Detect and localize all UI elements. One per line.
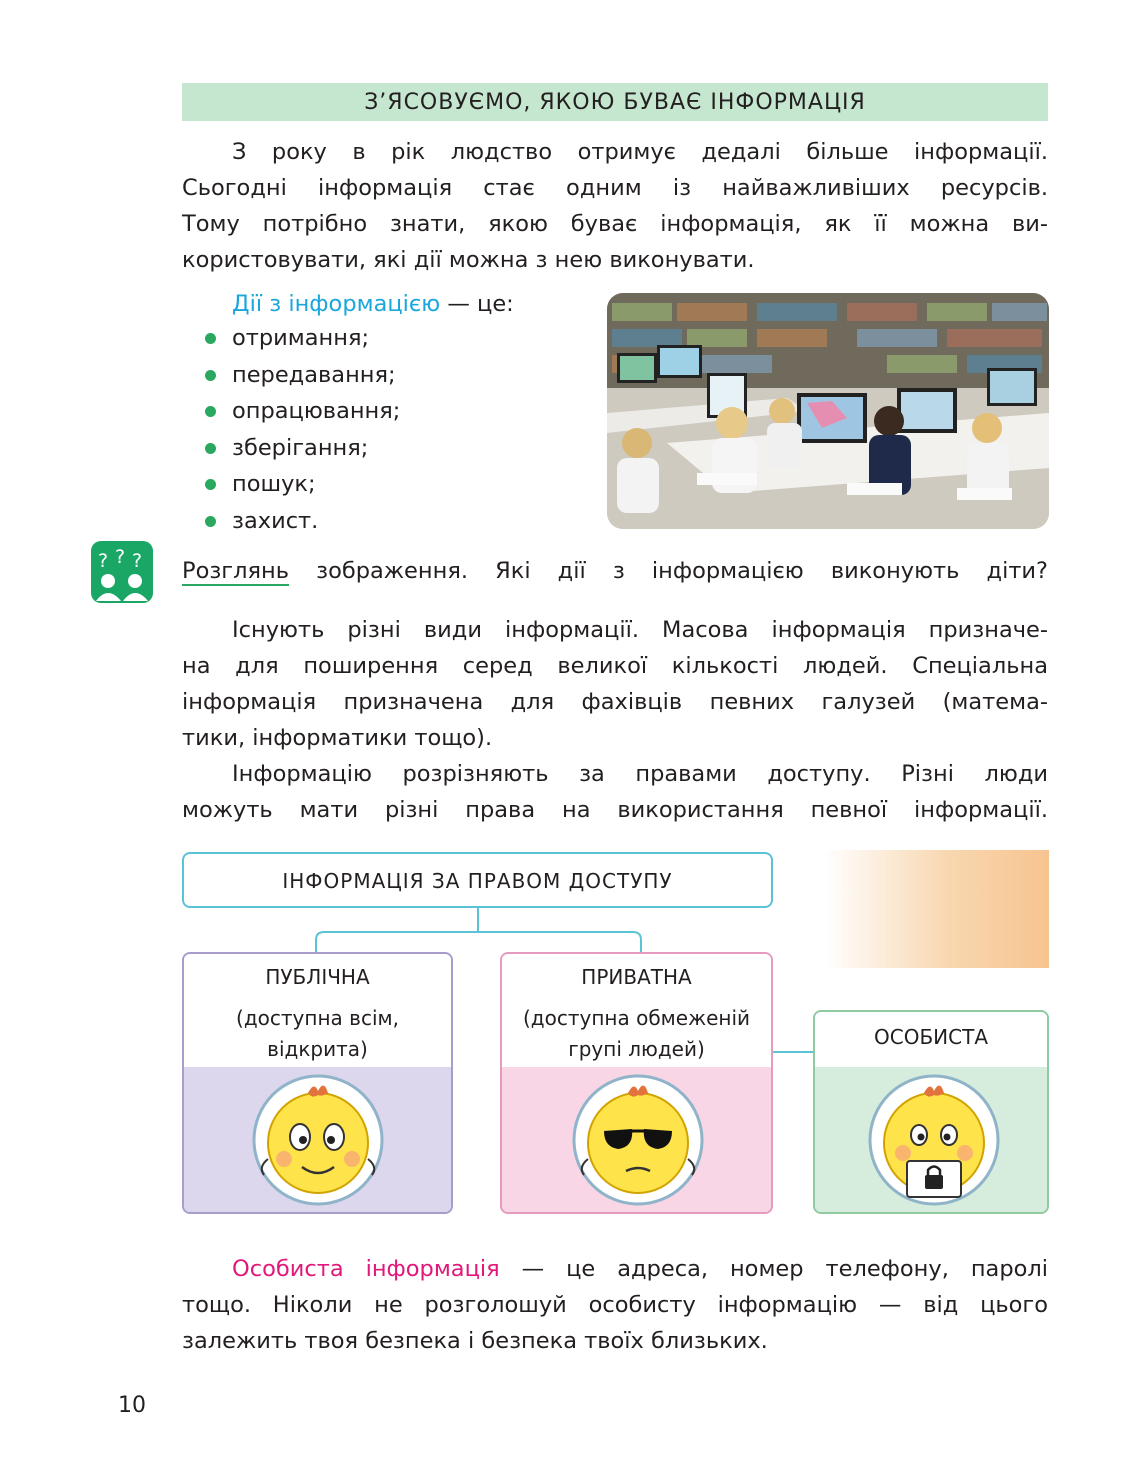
public-desc-1: (доступна всім,: [236, 1006, 399, 1030]
text-line: на для поширення серед великої кількості людей. Спеціальна: [182, 653, 1048, 679]
public-image-area: [184, 1067, 451, 1214]
actions-term: Дії з інформацією: [232, 291, 441, 317]
svg-text:?: ?: [132, 550, 143, 572]
private-title: ПРИВАТНА: [581, 965, 692, 989]
public-desc-2: відкрита): [267, 1037, 368, 1061]
root-box: [182, 852, 773, 908]
svg-text:?: ?: [115, 546, 126, 568]
private-image-area: [502, 1067, 771, 1214]
personal-image-area: [815, 1067, 1047, 1214]
text-line: Тому потрібно знати, якою буває інформація, як її можна ви-: [182, 211, 1048, 237]
list-item: передавання;: [205, 357, 400, 394]
text-line: Сьогодні інформація стає одним із найважливіших ресурсів.: [182, 175, 1048, 201]
text-line: інформація призначена для фахівців певних галузей (матема-: [182, 689, 1048, 715]
list-item: пошук;: [205, 466, 400, 503]
personal-box: [813, 1010, 1049, 1214]
personal-term: Особиста інформація: [232, 1256, 500, 1282]
section-heading: З’ЯСОВУЄМО, ЯКОЮ БУВАЄ ІНФОРМАЦІЯ: [182, 83, 1048, 121]
list-item: захист.: [205, 503, 400, 540]
page-number: 10: [118, 1393, 146, 1418]
smiley-open-icon: [184, 1067, 451, 1214]
public-box: [182, 952, 453, 1214]
text-line: Інформацію розрізняють за правами доступу. Різні люди: [232, 761, 1048, 787]
private-desc-1: (доступна обмеженій: [522, 1006, 751, 1030]
actions-suffix: — це:: [440, 291, 514, 317]
smiley-sunglasses-icon: [502, 1067, 771, 1214]
svg-text:?: ?: [98, 550, 109, 572]
private-box: [500, 952, 773, 1214]
public-title: ПУБЛІЧНА: [265, 965, 370, 989]
list-item: опрацювання;: [205, 393, 400, 430]
private-desc-2: групі людей): [568, 1037, 705, 1061]
text-line: З року в рік людство отримує дедалі більше інформації.: [232, 139, 1048, 165]
personal-paragraph: [182, 1251, 1048, 1359]
text-line: тощо. Ніколи не розголошуй особисту інформацію — від цього: [182, 1292, 1048, 1318]
smiley-lock-icon: [815, 1067, 1047, 1214]
text-line: користовувати, які дії можна з нею виконувати.: [182, 247, 755, 273]
personal-title: ОСОБИСТА: [874, 1025, 988, 1049]
question-verb: Розглянь: [182, 558, 290, 584]
list-item: зберігання;: [205, 430, 400, 467]
list-item: отримання;: [205, 320, 400, 357]
text-line: — це адреса, номер телефону, паролі: [499, 1256, 1048, 1282]
question-rest: зображення. Які дії з інформацією виконують діти?: [289, 558, 1048, 584]
text-line: Існують різні види інформації. Масова інформація призначе-: [232, 617, 1048, 643]
text-line: залежить твоя безпека і безпека твоїх близьких.: [182, 1328, 768, 1354]
text-line: можуть мати різні права на використання певної інформації.: [182, 797, 1048, 823]
text-line: тики, інформатики тощо).: [182, 725, 493, 751]
root-title: ІНФОРМАЦІЯ ЗА ПРАВОМ ДОСТУПУ: [282, 869, 673, 893]
